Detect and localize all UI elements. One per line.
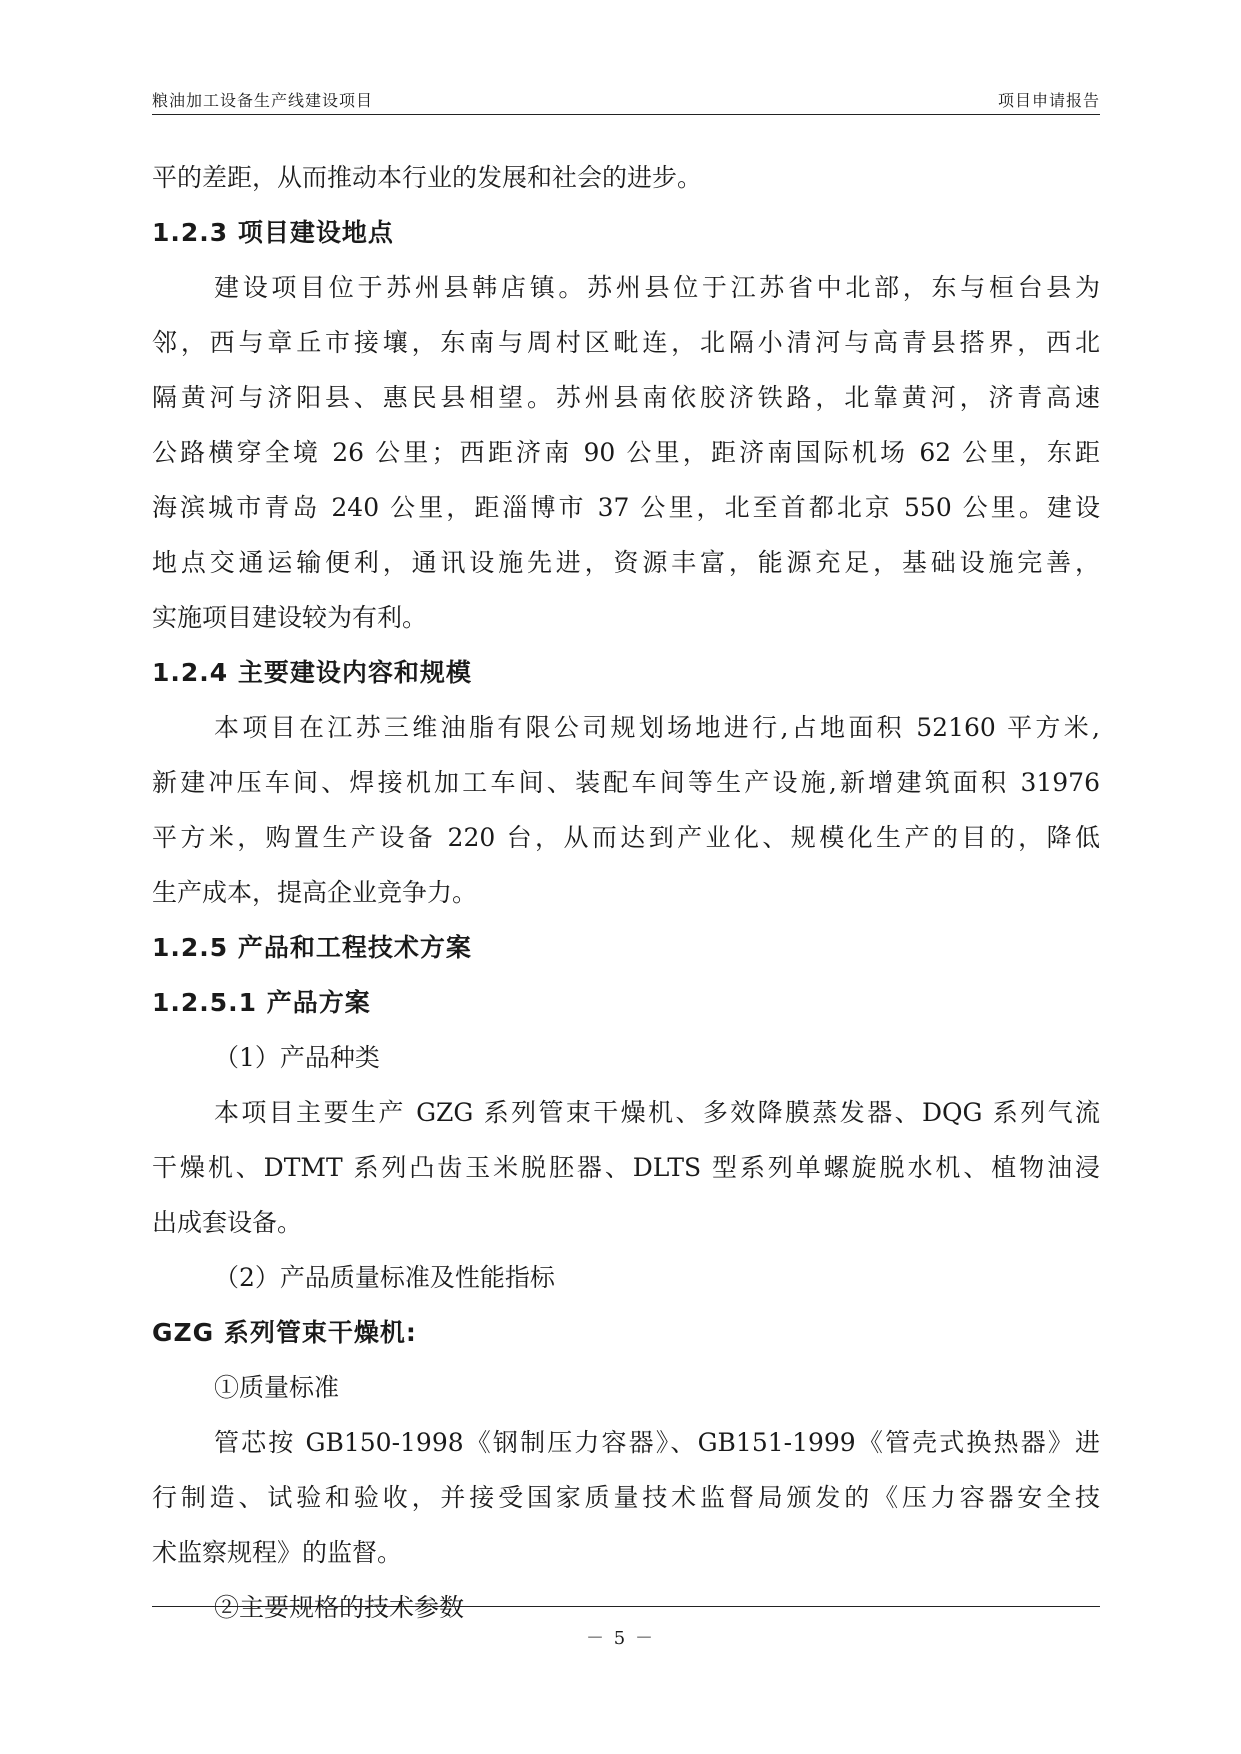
paragraph-line: 公路横穿全境 26 公里；西距济南 90 公里，距济南国际机场 62 公里，东距 [152,438,1100,467]
paragraph-line: 平的差距，从而推动本行业的发展和社会的进步。 [152,163,703,192]
paragraph-line: 海滨城市青岛 240 公里，距淄博市 37 公里，北至首都北京 550 公里。建设 [152,493,1100,522]
paragraph-line: 邻，西与章丘市接壤，东南与周村区毗连，北隔小清河与高青县搭界，西北 [152,328,1100,357]
page-number: － 5 － [586,1628,655,1649]
footer-divider [152,1606,1100,1607]
paragraph-line: 管芯按 GB150-1998《钢制压力容器》、GB151-1999《管壳式换热器》进 [214,1428,1100,1457]
paragraph-line: 行制造、试验和验收，并接受国家质量技术监督局颁发的《压力容器安全技 [152,1483,1100,1512]
paragraph-line: 隔黄河与济阳县、惠民县相望。苏州县南依胶济铁路，北靠黄河，济青高速 [152,383,1100,412]
header-report-type: 项目申请报告 [997,91,1100,110]
paragraph-line: 建设项目位于苏州县韩店镇。苏州县位于江苏省中北部，东与桓台县为 [214,273,1100,302]
section-heading-1-2-5-1: 1.2.5.1 产品方案 [152,988,371,1017]
paragraph-line: 生产成本，提高企业竞争力。 [152,878,478,907]
list-item-label: ②主要规格的技术参数 [214,1593,465,1622]
subsection-label: （1）产品种类 [214,1043,380,1072]
subsection-label: （2）产品质量标准及性能指标 [214,1263,555,1292]
paragraph-line: 地点交通运输便利，通讯设施先进，资源丰富，能源充足，基础设施完善， [152,548,1100,577]
section-heading-1-2-3: 1.2.3 项目建设地点 [152,218,394,247]
paragraph-line: 干燥机、DTMT 系列凸齿玉米脱胚器、DLTS 型系列单螺旋脱水机、植物油浸 [152,1153,1100,1182]
paragraph-line: 实施项目建设较为有利。 [152,603,428,632]
paragraph-line: 本项目主要生产 GZG 系列管束干燥机、多效降膜蒸发器、DQG 系列气流 [214,1098,1100,1127]
section-heading-1-2-4: 1.2.4 主要建设内容和规模 [152,658,472,687]
header-project-title: 粮油加工设备生产线建设项目 [152,91,374,110]
product-heading: GZG 系列管束干燥机: [152,1318,417,1347]
section-heading-1-2-5: 1.2.5 产品和工程技术方案 [152,933,472,962]
paragraph-line: 本项目在江苏三维油脂有限公司规划场地进行,占地面积 52160 平方米, [214,713,1100,742]
document-body [152,150,1100,1635]
paragraph-line: 平方米，购置生产设备 220 台，从而达到产业化、规模化生产的目的，降低 [152,823,1100,852]
paragraph-line: 术监察规程》的监督。 [152,1538,403,1567]
list-item-label: ①质量标准 [214,1373,340,1402]
paragraph-line: 出成套设备。 [152,1208,303,1237]
header-divider [152,114,1100,115]
page-header [152,86,1100,114]
paragraph-line: 新建冲压车间、焊接机加工车间、装配车间等生产设施,新增建筑面积 31976 [152,768,1100,797]
